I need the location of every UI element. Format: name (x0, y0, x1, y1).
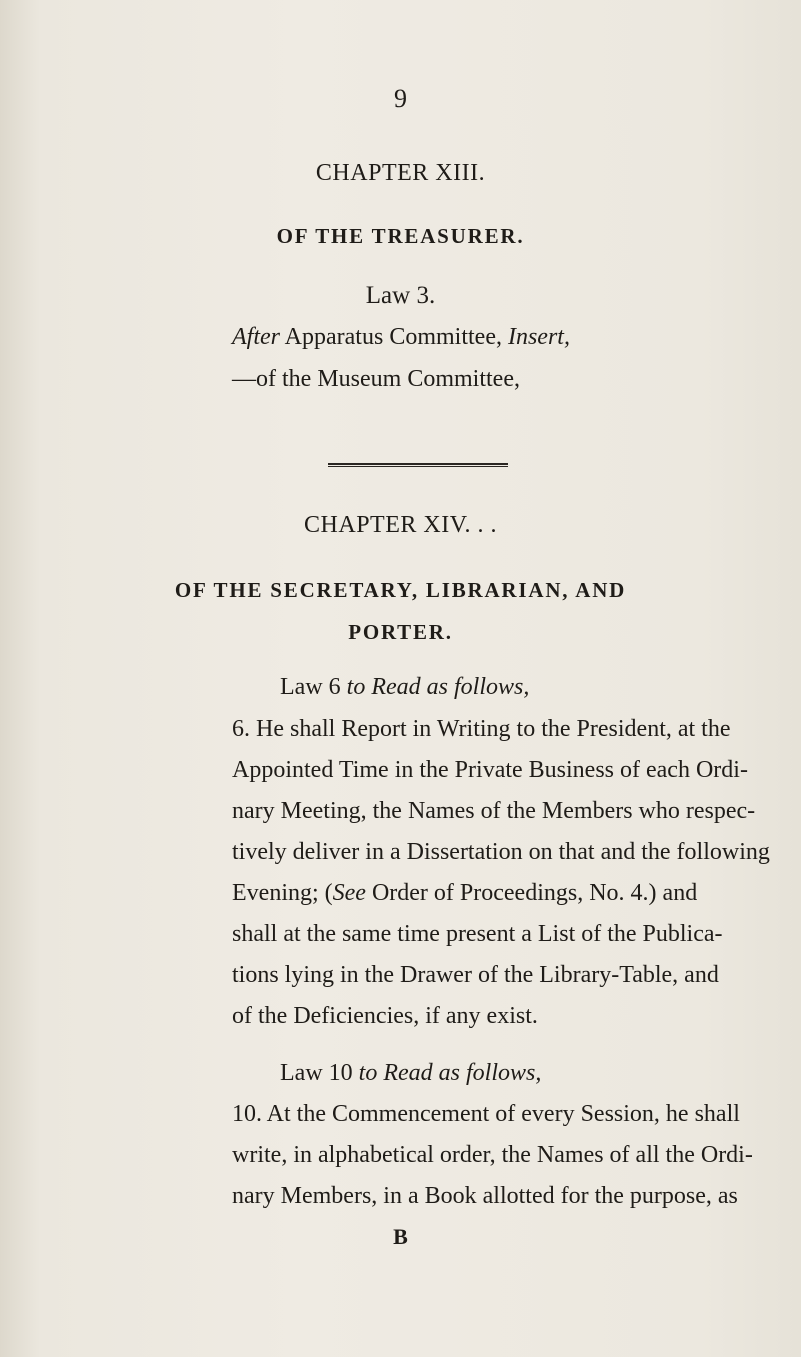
law-6-line-2: Appointed Time in the Private Business of each Ordi- (232, 757, 748, 783)
chapter-13-law: Law 3. (365, 282, 436, 309)
chapter-14-subtitle-line-1: OF THE SECRETARY, LIBRARIAN, AND (174, 578, 627, 602)
section-divider-rule (328, 463, 508, 468)
chapter-14-title: CHAPTER XIV. . . (304, 512, 497, 538)
italic-after: After (232, 324, 280, 350)
law-6-line-4: tively deliver in a Dissertation on that and the following (232, 839, 770, 865)
signature-mark: B (393, 1224, 408, 1249)
page-number: 9 (394, 84, 407, 113)
law-6-heading: Law 6 to Read as follows, (280, 674, 530, 700)
chapter-13-subtitle: OF THE TREASURER. (276, 224, 525, 248)
chapter-13-amendment-line-1 (232, 324, 570, 351)
law-6-line-8: of the Deficiencies, if any exist. (232, 1003, 538, 1029)
italic-insert: Insert, (507, 324, 570, 350)
law-10-heading: Law 10 to Read as follows, (280, 1060, 542, 1086)
law-10-line-3: nary Members, in a Book allotted for the purpose, as (232, 1183, 738, 1209)
chapter-13-title: CHAPTER XIII. (315, 160, 486, 186)
chapter-14-subtitle-line-2: PORTER. (348, 620, 453, 644)
law-6-line-1: 6. He shall Report in Writing to the President, at the (232, 716, 731, 742)
law-6-line-7: tions lying in the Drawer of the Library-Table, and (232, 962, 719, 988)
law-6-line-3: nary Meeting, the Names of the Members who respec- (232, 798, 756, 824)
law-6-line-6: shall at the same time present a List of the Publica- (232, 921, 723, 947)
law-10-line-1: 10. At the Commencement of every Session, he shall (232, 1101, 740, 1127)
apparatus-text: Apparatus Committee, (280, 324, 508, 350)
chapter-13-amendment-line-2: —of the Museum Committee, (232, 366, 520, 392)
law-10-line-2: write, in alphabetical order, the Names of all the Ordi- (232, 1142, 753, 1168)
law-6-line-5: Evening; (See Order of Proceedings, No. 4.) and (232, 880, 698, 906)
